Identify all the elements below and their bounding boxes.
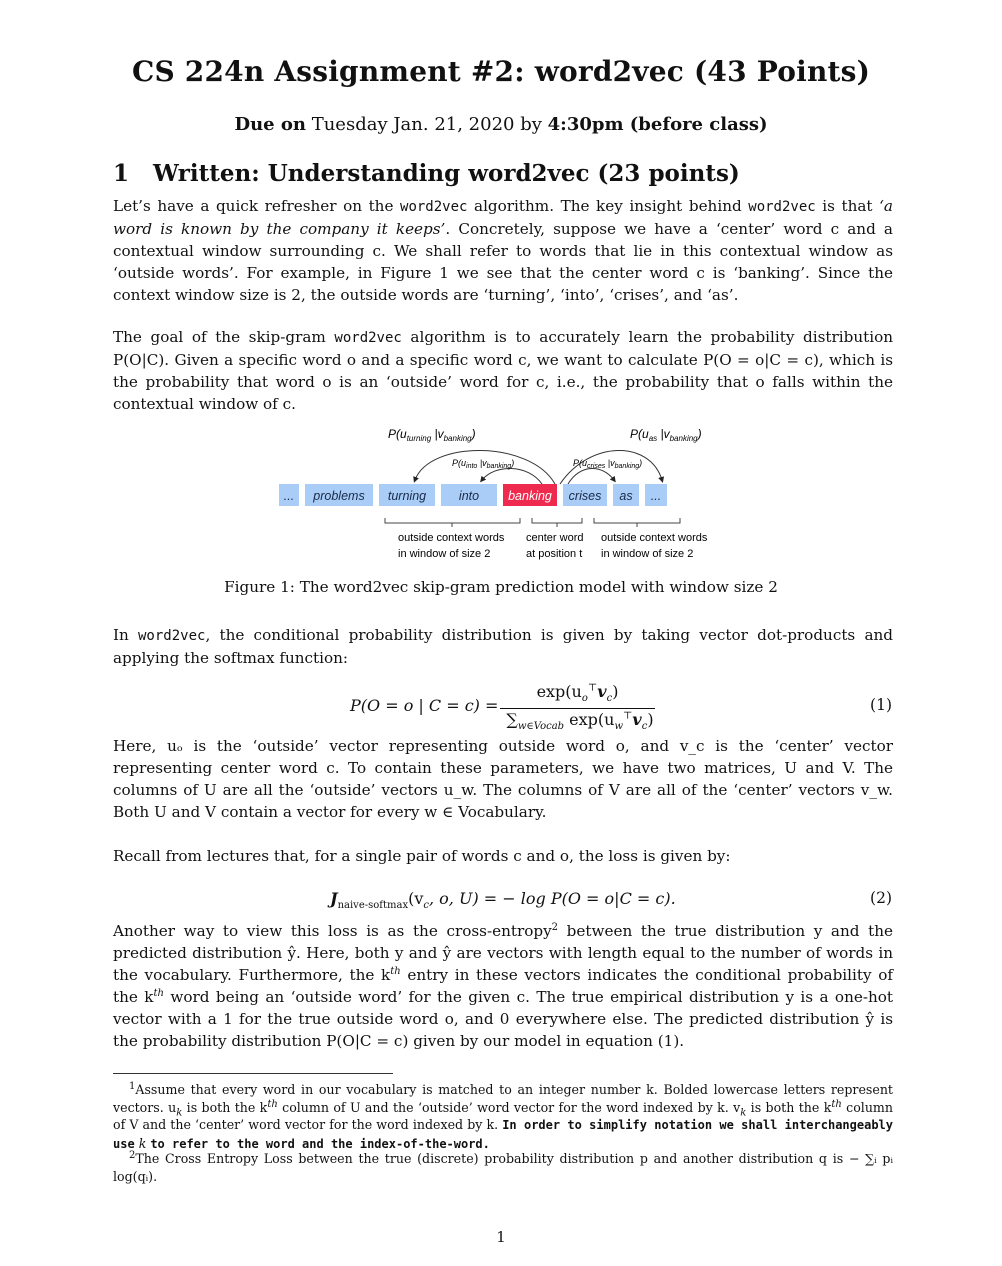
equation-1 [0, 682, 1002, 732]
paragraph-goal [113, 326, 893, 415]
eq2-args-sub: c [423, 900, 429, 912]
assignment-title: CS 224n Assignment #2: word2vec (43 Points) [131, 55, 871, 88]
eq1-sum-sub: w∈Vocab [517, 721, 565, 733]
eq2-j-sub: naive-softmax [337, 900, 409, 912]
word-ellipsis: ... [650, 489, 662, 503]
text: word being an ‘outside word’ for the given c. The true empirical distribution y is a one-hot vector with a 1 for the true outside word o, and 0 everywhere else. The predicted distribution ŷ is the probability distribution P(O|C = c) given by our model in equation (1). [113, 988, 894, 1050]
paragraph-intro [113, 195, 893, 306]
label-right-1: outside context words [601, 532, 708, 544]
word-into: into [458, 489, 480, 503]
text: entry in these vectors indicates the conditional probability of the k [113, 966, 893, 1006]
text: column of V and the ‘center’ word vector for the word indexed by k. [113, 1099, 893, 1132]
label-center-1: center word [526, 532, 584, 544]
eq1-num-v: v [597, 682, 607, 701]
text: algorithm. The key insight behind [467, 197, 749, 215]
word-problems: problems [313, 489, 365, 503]
due-by: by [520, 114, 542, 135]
footnote-2 [113, 1150, 893, 1185]
eq1-number: (1) [870, 696, 892, 714]
prob-label-turning: $P(u_{turning}$ $|v_{banking}$) [388, 427, 476, 443]
word-as: as [619, 489, 633, 503]
footnote-ref-2[interactable]: 2 [551, 921, 559, 933]
text: between the true distribution y and the predicted distribution ŷ. Here, both y and ŷ are vectors with length equal to the number of words in the vocabulary. Furthermore, the k [113, 922, 893, 984]
sub-k: k [740, 1107, 747, 1119]
sup-th: th [390, 965, 401, 977]
footnote-1 [113, 1081, 893, 1153]
arc-crises [568, 468, 614, 484]
text: Assume that every word in our vocabulary is matched to an integer number k. Bolded lowercase letters represent vectors. u [113, 1082, 893, 1115]
sup-th: th [153, 987, 164, 999]
word-ellipsis: ... [283, 489, 295, 503]
word-sequence [279, 484, 667, 506]
bold-note: In order to simplify notation we shall interchangeably use [113, 1118, 893, 1151]
due-date: Tuesday Jan. 21, 2020 [311, 114, 515, 135]
page-number: 1 [496, 1228, 506, 1246]
text: , the conditional probability distribution is given by taking vector dot-products and applying the softmax function: [113, 626, 893, 667]
paragraph-cross-entropy [113, 920, 893, 1052]
text: In [113, 626, 138, 644]
paragraph-recall: Recall from lectures that, for a single pair of words c and o, the loss is given by: [113, 847, 731, 865]
eq2-rest: , o, U) = − log P(O = o|C = c). [428, 889, 676, 908]
eq2-args: (v [408, 889, 424, 908]
code-word2vec: word2vec [334, 330, 402, 346]
paragraph-softmax [113, 624, 893, 669]
eq1-num-sub: o [581, 693, 588, 705]
bold-note: to refer to the word and the index-of-the-word. [150, 1136, 490, 1151]
due-line [0, 114, 1002, 135]
text: is both the k [182, 1099, 268, 1115]
label-left-2: in window of size 2 [398, 548, 491, 560]
section-heading [113, 160, 740, 187]
word-turning: turning [387, 489, 427, 503]
eq2-body [330, 889, 676, 912]
footnote-1-mark: 1 [129, 1080, 136, 1092]
due-label: Due on [234, 114, 306, 135]
text: . Concretely, suppose we have a ‘center’ word c and a contextual window surrounding c. We shall refer to words that lie in this contextual window as ‘outside words’. For example, in Figure 1 we see that the center word c is ‘banking’. Since the context window size is 2, the outside words are ‘turning’, ‘into’, ‘crises’, and ‘as’. [113, 220, 893, 304]
eq2-j: J [330, 889, 338, 908]
eq1-den-exp: exp(u [569, 710, 615, 729]
eq1-numerator [500, 682, 655, 705]
section-number: 1 [113, 160, 130, 187]
label-right-2: in window of size 2 [601, 548, 694, 560]
due-time: 4:30pm (before class) [547, 114, 768, 135]
brace-right [594, 518, 680, 527]
brace-left [385, 518, 520, 527]
brace-center [532, 518, 582, 527]
text: The goal of the skip-gram [113, 328, 335, 346]
eq1-sum: ∑ [506, 710, 518, 729]
text: is both the k [746, 1099, 832, 1115]
figure-caption: Figure 1: The word2vec skip-gram prediction model with window size 2 [224, 578, 778, 596]
eq1-num-close: ) [612, 682, 619, 701]
eq1-denominator [500, 710, 660, 733]
code-word2vec: word2vec [748, 199, 816, 215]
sub-k: k [176, 1107, 183, 1119]
text-k: k [134, 1135, 151, 1151]
eq1-den-close: ) [647, 710, 654, 729]
arc-into [482, 468, 542, 484]
prob-label-into: $P(u_{into}$ $|v_{banking}$) [452, 458, 515, 470]
eq1-fraction-bar [500, 708, 655, 709]
eq1-lhs: P(O = o | C = c) = [350, 696, 499, 715]
label-center-2: at position t [526, 548, 583, 560]
sup-th: th [831, 1098, 842, 1110]
eq1-num-v-sub: c [606, 693, 613, 705]
label-left-1: outside context words [398, 532, 505, 544]
eq1-den-v-sub: c [641, 721, 648, 733]
section-title: Written: Understanding word2vec (23 points) [153, 160, 740, 187]
equation-2 [0, 889, 1002, 913]
prob-label-crises: $P(u_{crises}$ $|v_{banking}$) [573, 458, 643, 470]
eq1-den-v: v [632, 710, 642, 729]
eq1-num-sup: ⊤ [587, 682, 598, 694]
code-word2vec: word2vec [400, 199, 468, 215]
word-crises: crises [568, 489, 602, 503]
eq1-num-text: exp(u [536, 682, 582, 701]
footnote-2-mark: 2 [129, 1149, 136, 1161]
text: column of U and the ‘outside’ word vector for the word indexed by k. v [277, 1099, 741, 1115]
prob-label-as: $P(u_{as}$ $|v_{banking}$) [630, 427, 702, 443]
text: is that [815, 197, 880, 215]
code-word2vec: word2vec [138, 628, 206, 644]
eq1-den-sup: ⊤ [623, 710, 633, 722]
eq1-den-u-sub: w [614, 721, 624, 733]
text: Let’s have a quick refresher on the [113, 197, 401, 215]
text: algorithm is to accurately learn the probability distribution P(O|C). Given a specific word o and a specific word c, we want to calculate P(O = o|C = c), which is the probability that word o is an ‘outside’ word for c, i.e., the probability that o falls within the contextual window of c. [113, 328, 893, 413]
quote: ‘a word is known by the company it keeps’ [113, 197, 893, 238]
footnote-rule [113, 1073, 393, 1074]
word-banking: banking [508, 489, 552, 503]
text: The Cross Entropy Loss between the true (discrete) probability distribution p and another distribution q is − ∑ᵢ pᵢ log(qᵢ). [113, 1151, 893, 1184]
paragraph-vectors: Here, uₒ is the ‘outside’ vector representing outside word o, and v_c is the ‘center’ vector representing center word c. To contain these parameters, we have two matrices, U and V. The columns of U are all the ‘outside’ vectors u_w. The columns of V are all of the ‘center’ vectors v_w. Both U and V contain a vector for every w ∈ Vocabulary. [113, 737, 893, 821]
text: Another way to view this loss is as the cross-entropy [113, 922, 552, 940]
eq2-number: (2) [870, 889, 892, 907]
skipgram-figure [270, 420, 740, 565]
sup-th: th [267, 1098, 278, 1110]
